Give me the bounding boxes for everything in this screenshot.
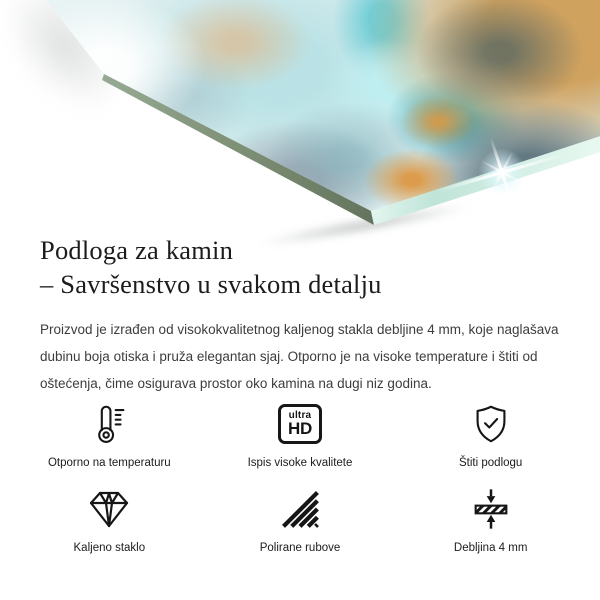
feature-temperature-resistant: [14, 400, 205, 469]
feature-print-quality: [205, 400, 396, 469]
shield-check-icon: [468, 400, 514, 448]
feature-thickness: [395, 485, 586, 554]
feature-label: Debljina 4 mm: [453, 542, 528, 554]
ultra-hd-badge-bottom: HD: [288, 419, 312, 438]
product-text-block: [40, 233, 570, 397]
product-image: [0, 0, 600, 238]
page-title-line1: Podloga za kamin: [40, 235, 234, 265]
feature-protects-floor: [395, 400, 586, 469]
feature-label: Polirane rubove: [259, 542, 341, 554]
feature-label: Otporno na temperaturu: [47, 457, 171, 469]
feature-label: Štiti podlogu: [459, 457, 523, 469]
features-grid: [14, 400, 586, 554]
ultra-hd-icon: [278, 400, 322, 448]
product-description: Proizvod je izrađen od visokokvalitetnog kaljenog stakla debljine 4 mm, koje naglašava dubinu boja otiska i pruža elegantan sjaj. Otporno je na visoke temperature i štiti od oštećenja, čime osigurava prostor oko kamina na dugi niz godina.: [40, 322, 559, 391]
thermometer-icon: [86, 400, 132, 448]
page-title-line2: – Savršenstvo u svakom detalju: [40, 269, 382, 299]
ultra-hd-badge-top: ultra: [288, 410, 312, 421]
page-title: [40, 233, 570, 301]
diamond-icon: [85, 485, 133, 533]
feature-polished-edges: [205, 485, 396, 554]
ultra-hd-badge: [278, 404, 322, 444]
polished-edges-icon: [278, 485, 322, 533]
feature-label: Kaljeno staklo: [73, 542, 146, 554]
feature-label: Ispis visoke kvalitete: [247, 457, 353, 469]
feature-tempered-glass: [14, 485, 205, 554]
thickness-icon: [468, 485, 514, 533]
